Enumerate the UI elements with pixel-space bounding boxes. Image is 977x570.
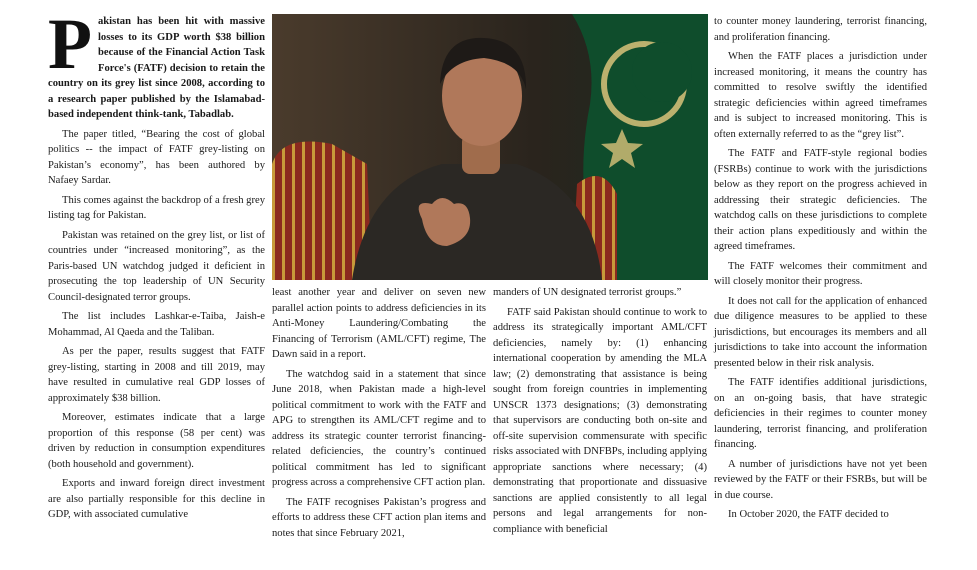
paragraph: This comes against the backdrop of a fresh grey listing tag for Pakistan. (48, 194, 265, 221)
lead-paragraph (48, 4, 265, 123)
paragraph: As per the paper, results suggest that FATF grey-listing, starting in 2008 and till 2019, may have resulted in cumulative real GDP losses of approximately $38 billion. (48, 346, 265, 404)
article-column-2 (272, 285, 486, 545)
lead-text: akistan has been hit with massive losses to its GDP worth $38 billion because of the Financial Action Task Force's (FATF) decision to retain the country on its grey list since 2008, according to a research paper published by the Islamabad-based independent think-tank, Tabadlab. (48, 16, 265, 120)
paragraph: Moreover, estimates indicate that a large proportion of this response (58 per cent) was driven by reduction in consumption expenditures (both household and government). (48, 412, 265, 470)
article-photo (272, 14, 708, 280)
paragraph: least another year and deliver on seven new parallel action points to address deficiencies in its Anti-Money Laundering/Combating the Financing of Terrorism (AML/CFT) regime, The Dawn said in a report. (272, 287, 486, 360)
paragraph: Exports and inward foreign direct investment are also partially responsible for this decline in GDP, with associated cumulative (48, 478, 265, 520)
paragraph: The paper titled, “Bearing the cost of global politics -- the impact of FATF grey-listing on Pakistan’s economy”, has been authored by Nafaey Sardar. (48, 128, 265, 186)
paragraph: It does not call for the application of enhanced due diligence measures to be applied to these jurisdictions, but encourages its members and all jurisdictions to take into account the information presented below in their risk analysis. (714, 295, 927, 369)
article-column-1 (48, 4, 265, 527)
paragraph: In October 2020, the FATF decided to (728, 509, 889, 520)
drop-cap: P (48, 4, 92, 84)
paragraph: The FATF and FATF-style regional bodies (FSRBs) continue to work with the jurisdictions below as they report on the progress achieved in addressing their strategic deficiencies. The watchdog calls on these jurisdictions to complete their action plans expeditiously and within the agreed timeframes. (714, 148, 927, 252)
paragraph: When the FATF places a jurisdiction under increased monitoring, it means the country has committed to resolve swiftly the identified strategic deficiencies within agreed timeframes and is subject to increased monitoring. This is often externally referred to as the “grey list”. (714, 51, 927, 140)
paragraph: The FATF welcomes their commitment and will closely monitor their progress. (714, 260, 927, 287)
photo-illustration (272, 14, 708, 280)
paragraph: FATF said Pakistan should continue to work to address its strategically important AML/CFT deficiencies, namely by: (1) enhancing international cooperation by amending the MLA law; (2) demonstrating that assistance is being sought from foreign countries in implementing UNSCR 1373 designations; (3) demonstrating that supervisors are conducting both on-site and off-site supervision commensurate with specific risks associated with DNFBPs, including applying appropriate sanctions where necessary; (4) demonstrating that proportionate and dissuasive sanctions are applied consistently to all legal persons and legal arrangements for non-compliance with beneficial (493, 306, 707, 535)
article-column-4 (714, 14, 927, 527)
paragraph: to counter money laundering, terrorist financing, and proliferation financing. (714, 16, 927, 43)
paragraph: A number of jurisdictions have not yet been reviewed by the FATF or their FSRBs, but will be in due course. (714, 458, 927, 501)
paragraph: The watchdog said in a statement that since June 2018, when Pakistan made a high-level political commitment to work with the FATF and APG to strengthen its AML/CFT regime and to address its strategic counter terrorist financing-related deficiencies, the country’s continued political commitment has led to significant progress across a comprehensive CFT action plan. (272, 368, 486, 488)
article-column-3 (493, 285, 707, 541)
paragraph: The list includes Lashkar-e-Taiba, Jaish-e Mohammad, Al Qaeda and the Taliban. (48, 311, 265, 338)
paragraph: The FATF identifies additional jurisdictions, on an on-going basis, that have strategic deficiencies in their regimes to counter money laundering, terrorist financing, and proliferation financing. (714, 377, 927, 450)
paragraph: manders of UN designated terrorist groups.” (493, 287, 682, 298)
paragraph: Pakistan was retained on the grey list, or list of countries under “increased monitoring”, as the Paris-based UN watchdog judged it deficient in prosecuting the top leadership of UN Security Council-designated terror groups. (48, 229, 265, 303)
paragraph: The FATF recognises Pakistan’s progress and efforts to address these CFT action plan items and notes that since February 2021, (272, 496, 486, 539)
top-rule (0, 0, 977, 4)
